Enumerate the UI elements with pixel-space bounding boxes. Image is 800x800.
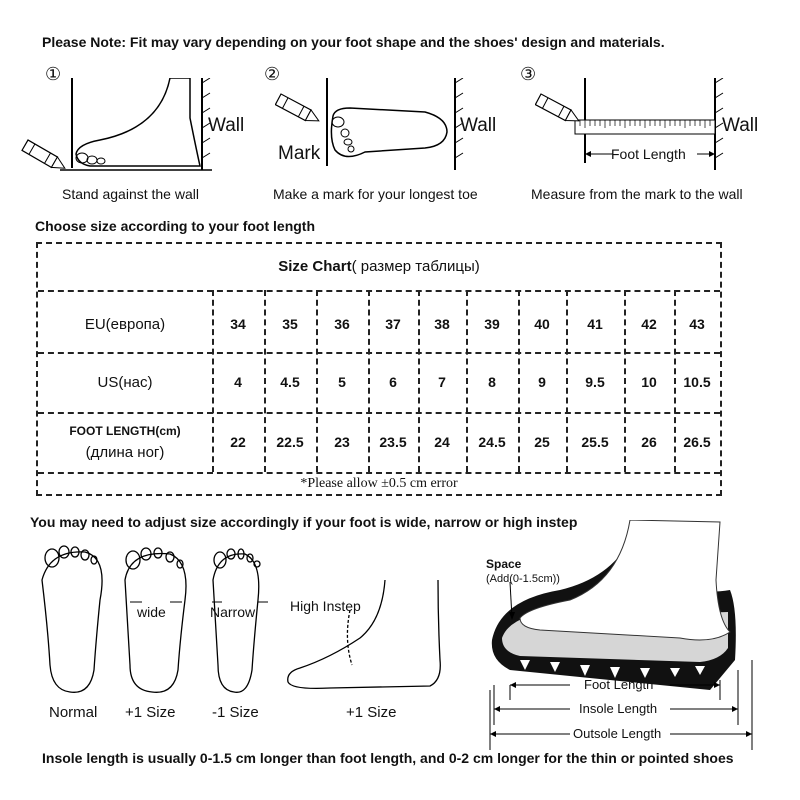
space-sub-label: (Add(0-1.5cm)): [486, 573, 560, 585]
eu-size-cell: 40: [534, 316, 550, 332]
step-3-caption: Measure from the mark to the wall: [531, 186, 743, 202]
high-instep-caption: +1 Size: [346, 704, 397, 721]
eu-size-cell: 38: [434, 316, 450, 332]
us-size-cell: 5: [338, 374, 346, 390]
measure-ruler-illustration: [535, 78, 735, 178]
us-size-cell: 9: [538, 374, 546, 390]
insole-length-label: Insole Length: [579, 701, 658, 716]
eu-size-cell: 35: [282, 316, 298, 332]
step-2-wall-label: Wall: [460, 115, 497, 136]
us-size-cell: 10: [641, 374, 657, 390]
table-column-divider: [518, 290, 520, 472]
eu-size-cell: 36: [334, 316, 350, 332]
foot-length-row-label-ru: (длина ног): [85, 444, 165, 461]
us-size-cell: 7: [438, 374, 446, 390]
step-1-number: ①: [45, 64, 62, 84]
size-chart-title-ru: ( размер таблицы): [351, 258, 480, 275]
insole-note: Insole length is usually 0-1.5 cm longer than foot length, and 0-2 cm longer for the thin or pointed shoes: [42, 750, 734, 766]
foot-length-cell: 22.5: [276, 434, 304, 450]
foot-length-row-label: FOOT LENGTH(cm): [69, 424, 181, 438]
wide-foot-icon: [125, 554, 186, 693]
wide-tag: wide: [137, 604, 166, 620]
foot-length-cell: 26: [641, 434, 657, 450]
size-chart-title: [38, 258, 720, 276]
foot-length-cell: 24.5: [478, 434, 506, 450]
size-chart-footer: *Please allow ±0.5 cm error: [300, 476, 458, 491]
table-column-divider: [316, 290, 318, 472]
normal-foot-icon: [42, 552, 102, 692]
eu-size-cell: 41: [587, 316, 603, 332]
table-column-divider: [624, 290, 626, 472]
high-instep-tag: High Instep: [290, 598, 361, 614]
fit-note: Please Note: Fit may vary depending on your foot shape and the shoes' design and materials.: [42, 34, 665, 50]
narrow-foot-icon: [213, 554, 259, 692]
foot-length-cell: 26.5: [683, 434, 711, 450]
us-size-cell: 4: [234, 374, 242, 390]
size-chart-title-en: Size Chart: [278, 258, 352, 275]
outsole-length-label: Outsole Length: [573, 726, 662, 741]
table-column-divider: [466, 290, 468, 472]
table-column-divider: [418, 290, 420, 472]
stand-against-wall-illustration: [20, 78, 220, 178]
foot-length-cell: 23: [334, 434, 350, 450]
eu-size-cell: 34: [230, 316, 246, 332]
eu-row-label: EU(европа): [84, 316, 166, 333]
us-size-cell: 4.5: [280, 374, 300, 390]
foot-length-cell: 25: [534, 434, 550, 450]
wide-caption: +1 Size: [125, 704, 176, 721]
foot-length-label: Foot Length: [584, 677, 654, 692]
step-2-mark-label: Mark: [278, 143, 321, 164]
foot-shapes-illustration: [30, 540, 470, 700]
step-1-caption: Stand against the wall: [62, 186, 199, 202]
narrow-tag: Narrow: [210, 604, 256, 620]
us-size-cell: 6: [389, 374, 397, 390]
step-3-foot-length-label: Foot Length: [611, 146, 686, 162]
step-1-wall-label: Wall: [208, 115, 245, 136]
us-size-cell: 9.5: [585, 374, 605, 390]
us-size-cell: 8: [488, 374, 496, 390]
table-column-divider: [368, 290, 370, 472]
foot-length-cell: 23.5: [379, 434, 407, 450]
narrow-caption: -1 Size: [212, 704, 259, 721]
table-column-divider: [674, 290, 676, 472]
step-3-number: ③: [520, 64, 537, 84]
size-chart-table: [36, 242, 722, 496]
eu-size-cell: 37: [385, 316, 401, 332]
eu-size-cell: 39: [484, 316, 500, 332]
step-2-caption: Make a mark for your longest toe: [273, 186, 478, 202]
step-3-wall-label: Wall: [722, 115, 759, 136]
eu-size-cell: 43: [689, 316, 705, 332]
adjust-size-heading: You may need to adjust size accordingly if your foot is wide, narrow or high instep: [30, 514, 578, 530]
space-label: Space: [486, 557, 522, 571]
normal-caption: Normal: [49, 704, 98, 721]
foot-length-cell: 22: [230, 434, 246, 450]
eu-size-cell: 42: [641, 316, 657, 332]
table-column-divider: [264, 290, 266, 472]
foot-length-cell: 24: [434, 434, 450, 450]
us-row-label: US(нас): [97, 374, 153, 391]
foot-length-cell: 25.5: [581, 434, 609, 450]
high-instep-foot-icon: [288, 580, 441, 688]
us-size-cell: 10.5: [683, 374, 711, 390]
choose-size-heading: Choose size according to your foot length: [35, 218, 316, 234]
step-2-number: ②: [264, 64, 281, 84]
table-column-divider: [566, 290, 568, 472]
